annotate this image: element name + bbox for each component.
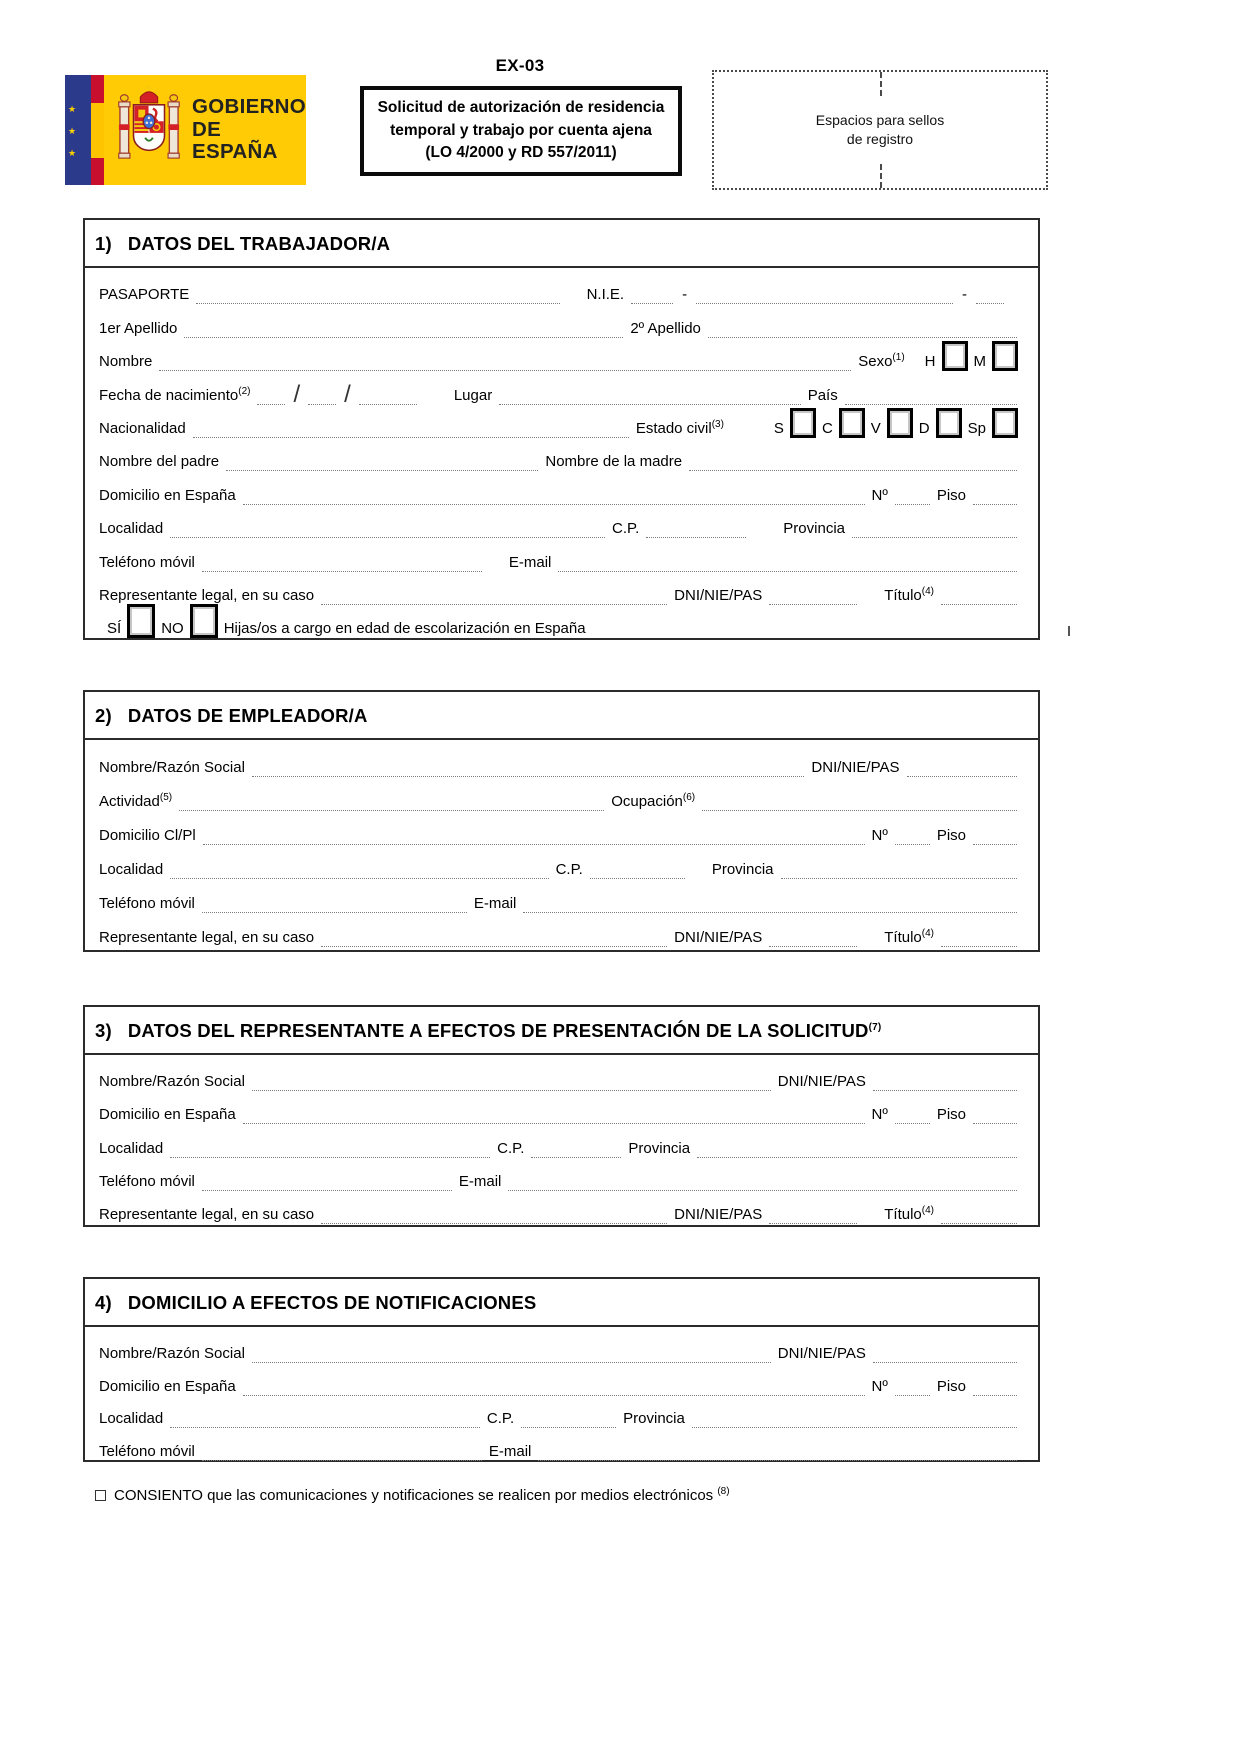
checkbox-estado-v[interactable] [887,408,913,438]
telefono-label: Teléfono móvil [99,1443,195,1461]
stamp-text-line1: Espacios para sellos [815,112,945,129]
rep-legal-field[interactable] [321,935,667,947]
provincia-field[interactable] [852,526,1017,538]
cp-field[interactable] [646,526,746,538]
nacionalidad-field[interactable] [193,426,629,438]
cp-field[interactable] [531,1146,621,1158]
logo-yellow-field [104,75,306,185]
consent-text: CONSIENTO que las comunicaciones y notificaciones se realicen por medios electrónicos $^{(8)}$ [114,1486,730,1504]
nombre-padre-label: Nombre del padre [99,453,220,471]
checkbox-hijos-no[interactable] [190,604,218,638]
piso-label: Piso [936,827,966,844]
rep-legal-label: Representante legal, en su caso [99,929,315,946]
provincia-field[interactable] [781,867,1017,879]
titulo-field[interactable] [941,593,1017,605]
localidad-label: Localidad [99,520,164,538]
piso-field[interactable] [973,833,1017,845]
domicilio-espana-field[interactable] [243,493,865,505]
pais-field[interactable] [845,393,1017,405]
lugar-label: Lugar [453,386,493,404]
estado-v-label: V [870,419,881,437]
checkbox-estado-c[interactable] [839,408,865,438]
logo-text-line2: DE ESPAÑA [192,117,278,164]
logo-text-line1: GOBIERNO [192,94,307,118]
nombre-razon-label: Nombre/Razón Social [99,1344,245,1362]
rep-legal-label: Representante legal, en su caso [99,586,315,604]
row-domicilio [99,1363,1024,1396]
section-datos-representante [83,1005,1040,1227]
numero-label: Nº [871,1377,888,1395]
form-title-box [360,86,682,176]
estado-s-label: S [773,419,784,437]
domicilio-espana-field[interactable] [243,1112,865,1124]
dni-nie-pas-label: DNI/NIE/PAS [777,1344,866,1362]
actividad-field[interactable] [179,799,604,811]
spain-flag-stripe [91,75,104,185]
nie-label: N.I.E. [586,286,625,304]
section-2-number: 2) [95,705,112,726]
row-representante-legal [99,913,1024,947]
titulo-field[interactable] [941,1212,1017,1224]
edge-tick-mark [1068,626,1070,636]
row-razon-social [99,1330,1024,1363]
section-4-header [85,1279,1038,1327]
consent-checkbox[interactable] [95,1490,106,1501]
piso-field[interactable] [973,1384,1017,1396]
nie-dash-1: - [682,286,688,304]
email-label: E-mail [488,1443,532,1461]
gobierno-espana-logo [65,75,307,185]
provincia-label: Provincia [628,1139,691,1157]
checkbox-hijos-si[interactable] [127,604,155,638]
section-3-title: DATOS DEL REPRESENTANTE A EFECTOS DE PRESENTACIÓN DE LA SOLICITUD$^{(7)}$ [127,1020,882,1041]
nombre-label: Nombre [99,353,153,371]
email-label: E-mail [458,1172,502,1190]
section-1-header [85,220,1038,268]
row-domicilio [99,471,1024,504]
row-nombre-sexo [99,338,1024,371]
estado-civil-label: Estado civil$^{(3)}$ [635,418,724,437]
row-telefono-email [99,538,1024,571]
dni-nie-pas-label: DNI/NIE/PAS [811,759,900,776]
ocupacion-label: Ocupación$^{(6)}$ [611,792,696,810]
piso-field[interactable] [973,1112,1017,1124]
section-3-header [85,1007,1038,1055]
apellido1-field[interactable] [184,326,623,338]
row-apellidos [99,304,1024,337]
si-label: SÍ [107,620,122,638]
no-label: NO [161,620,184,638]
numero-field[interactable] [895,1112,930,1124]
nacionalidad-label: Nacionalidad [99,419,186,437]
provincia-field[interactable] [692,1416,1017,1428]
checkbox-estado-sp[interactable] [992,408,1018,438]
localidad-label: Localidad [99,1410,164,1428]
section-1-number: 1) [95,233,112,254]
form-title-line1: Solicitud de autorización de residencia [377,99,665,117]
row-razon-social [99,743,1024,777]
estado-d-label: D [918,419,930,437]
star-icon: ★ [68,104,77,114]
localidad-field[interactable] [170,1146,490,1158]
piso-field[interactable] [973,493,1017,505]
form-code: EX-03 [495,56,545,75]
checkbox-sexo-m[interactable] [992,341,1018,371]
section-4-title: DOMICILIO A EFECTOS DE NOTIFICACIONES [127,1292,537,1313]
row-localidad [99,845,1024,879]
telefono-label: Teléfono móvil [99,895,195,912]
fecha-dia-field[interactable] [257,393,285,405]
numero-field[interactable] [895,1384,930,1396]
row-domicilio [99,811,1024,845]
nombre-padre-field[interactable] [226,459,538,471]
section-datos-trabajador [83,218,1040,640]
apellido2-field[interactable] [708,326,1017,338]
dni-nie-pas-label: DNI/NIE/PAS [674,586,763,604]
rep-legal-label: Representante legal, en su caso [99,1205,315,1223]
pasaporte-field[interactable] [196,292,559,304]
section-2-title: DATOS DE EMPLEADOR/A [127,705,368,726]
ocupacion-field[interactable] [702,799,1017,811]
rep-legal-field[interactable] [321,593,667,605]
cp-label: C.P. [497,1139,525,1157]
cp-label: C.P. [612,520,640,538]
stamp-tick-top [880,72,882,96]
hijos-cargo-label: Hijas/os a cargo en edad de escolarización en España [223,620,586,638]
localidad-label: Localidad [99,861,164,878]
actividad-label: Actividad$^{(5)}$ [99,792,173,810]
row-actividad-ocupacion [99,777,1024,811]
registry-stamp-box [712,70,1048,190]
dni-nie-pas-field[interactable] [769,1212,857,1224]
row-localidad [99,1396,1024,1429]
fecha-anio-field[interactable] [359,393,417,405]
pais-label: País [807,386,838,404]
fecha-slash-1: / [293,381,301,409]
telefono-field[interactable] [202,901,467,913]
nombre-madre-field[interactable] [689,459,1017,471]
cp-label: C.P. [555,861,583,878]
domicilio-espana-label: Domicilio en España [99,1106,236,1124]
stamp-text-line2: de registro [846,131,914,147]
nombre-madre-label: Nombre de la madre [545,453,683,471]
section-3-number: 3) [95,1020,112,1041]
fecha-nacimiento-label: Fecha de nacimiento$^{(2)}$ [99,385,251,404]
row-domicilio [99,1091,1024,1124]
titulo-label: Título$^{(4)}$ [884,1204,934,1223]
email-field[interactable] [508,1179,1017,1191]
estado-c-label: C [821,419,833,437]
numero-label: Nº [871,1106,888,1124]
nie-prefix-field[interactable] [631,292,673,304]
dni-nie-pas-field[interactable] [873,1079,1017,1091]
form-title-line3: (LO 4/2000 y RD 557/2011) [425,144,617,162]
stamp-tick-bottom [880,164,882,188]
form-title-line2: temporal y trabajo por cuenta ajena [390,121,652,139]
apellido1-label: 1er Apellido [99,319,178,337]
nombre-field[interactable] [159,359,851,371]
cp-label: C.P. [486,1410,515,1428]
email-label: E-mail [473,895,517,912]
nombre-razon-field[interactable] [252,1351,771,1363]
numero-label: Nº [871,827,888,844]
row-nacionalidad-estado-civil [99,405,1024,438]
localidad-field[interactable] [170,526,605,538]
sexo-label: Sexo$^{(1)}$ [858,352,905,371]
checkbox-estado-d[interactable] [936,408,962,438]
email-label: E-mail [508,553,552,571]
localidad-label: Localidad [99,1139,164,1157]
row-representante-legal [99,572,1024,605]
star-icon: ★ [68,148,77,158]
domicilio-espana-field[interactable] [243,1384,865,1396]
dni-nie-pas-field[interactable] [873,1351,1017,1363]
telefono-field[interactable] [202,1179,452,1191]
cp-field[interactable] [590,867,685,879]
titulo-label: Título$^{(4)}$ [884,928,934,946]
provincia-label: Provincia [783,520,845,538]
localidad-field[interactable] [170,1416,480,1428]
provincia-label: Provincia [711,861,774,878]
domicilio-clpl-field[interactable] [203,833,865,845]
section-1-title: DATOS DEL TRABAJADOR/A [127,233,391,254]
cp-field[interactable] [521,1416,616,1428]
email-field[interactable] [538,1449,1017,1461]
row-pasaporte-nie [99,271,1024,304]
numero-label: Nº [871,486,888,504]
estado-sp-label: Sp [967,419,986,437]
section-datos-empleador [83,690,1040,952]
row-telefono-email [99,1158,1024,1191]
section-2-header [85,692,1038,740]
nombre-razon-field[interactable] [252,765,805,777]
row-razon-social [99,1058,1024,1091]
lugar-field[interactable] [499,393,801,405]
fecha-mes-field[interactable] [308,393,336,405]
row-telefono-email [99,1428,1024,1461]
dni-nie-pas-field[interactable] [907,765,1018,777]
row-localidad [99,505,1024,538]
dni-nie-pas-label: DNI/NIE/PAS [674,929,763,946]
localidad-field[interactable] [170,867,548,879]
titulo-label: Título$^{(4)}$ [884,585,934,604]
sexo-h-label: H [924,353,936,371]
coat-of-arms-icon [118,85,180,175]
nombre-razon-label: Nombre/Razón Social [99,1073,245,1091]
nie-number-field[interactable] [696,292,953,304]
piso-label: Piso [936,1106,966,1124]
logo-blue-band [65,75,91,185]
row-hijos-cargo [99,605,1024,638]
apellido2-label: 2º Apellido [630,319,701,337]
nombre-razon-label: Nombre/Razón Social [99,759,245,776]
domicilio-clpl-label: Domicilio Cl/Pl [99,827,196,844]
domicilio-espana-label: Domicilio en España [99,486,236,504]
nie-check-digit-field[interactable] [976,292,1004,304]
consent-row [95,1487,730,1504]
telefono-field[interactable] [202,560,482,572]
telefono-label: Teléfono móvil [99,553,195,571]
row-padres [99,438,1024,471]
logo-wordmark [192,96,306,165]
piso-label: Piso [936,486,966,504]
titulo-field[interactable] [941,935,1017,947]
nombre-razon-field[interactable] [252,1079,771,1091]
dni-nie-pas-label: DNI/NIE/PAS [777,1073,866,1091]
row-telefono-email [99,879,1024,913]
email-field[interactable] [558,560,1017,572]
row-representante-legal [99,1191,1024,1224]
checkbox-sexo-h[interactable] [942,341,968,371]
dni-nie-pas-field[interactable] [769,935,857,947]
pasaporte-label: PASAPORTE [99,286,190,304]
numero-field[interactable] [895,493,930,505]
provincia-label: Provincia [623,1410,685,1428]
fecha-slash-2: / [344,381,351,409]
telefono-label: Teléfono móvil [99,1172,195,1190]
provincia-field[interactable] [697,1146,1017,1158]
row-fecha-nacimiento [99,371,1024,409]
nie-dash-2: - [962,286,967,304]
dni-nie-pas-field[interactable] [769,593,857,605]
star-icon: ★ [68,126,77,136]
checkbox-estado-s[interactable] [790,408,816,438]
domicilio-espana-label: Domicilio en España [99,1377,236,1395]
numero-field[interactable] [895,833,930,845]
section-4-number: 4) [95,1292,112,1313]
rep-legal-field[interactable] [321,1212,667,1224]
dni-nie-pas-label: DNI/NIE/PAS [674,1205,763,1223]
telefono-field[interactable] [202,1449,482,1461]
section-domicilio-notificaciones [83,1277,1040,1462]
email-field[interactable] [523,901,1017,913]
piso-label: Piso [936,1377,966,1395]
sexo-m-label: M [973,353,986,371]
row-localidad [99,1124,1024,1157]
